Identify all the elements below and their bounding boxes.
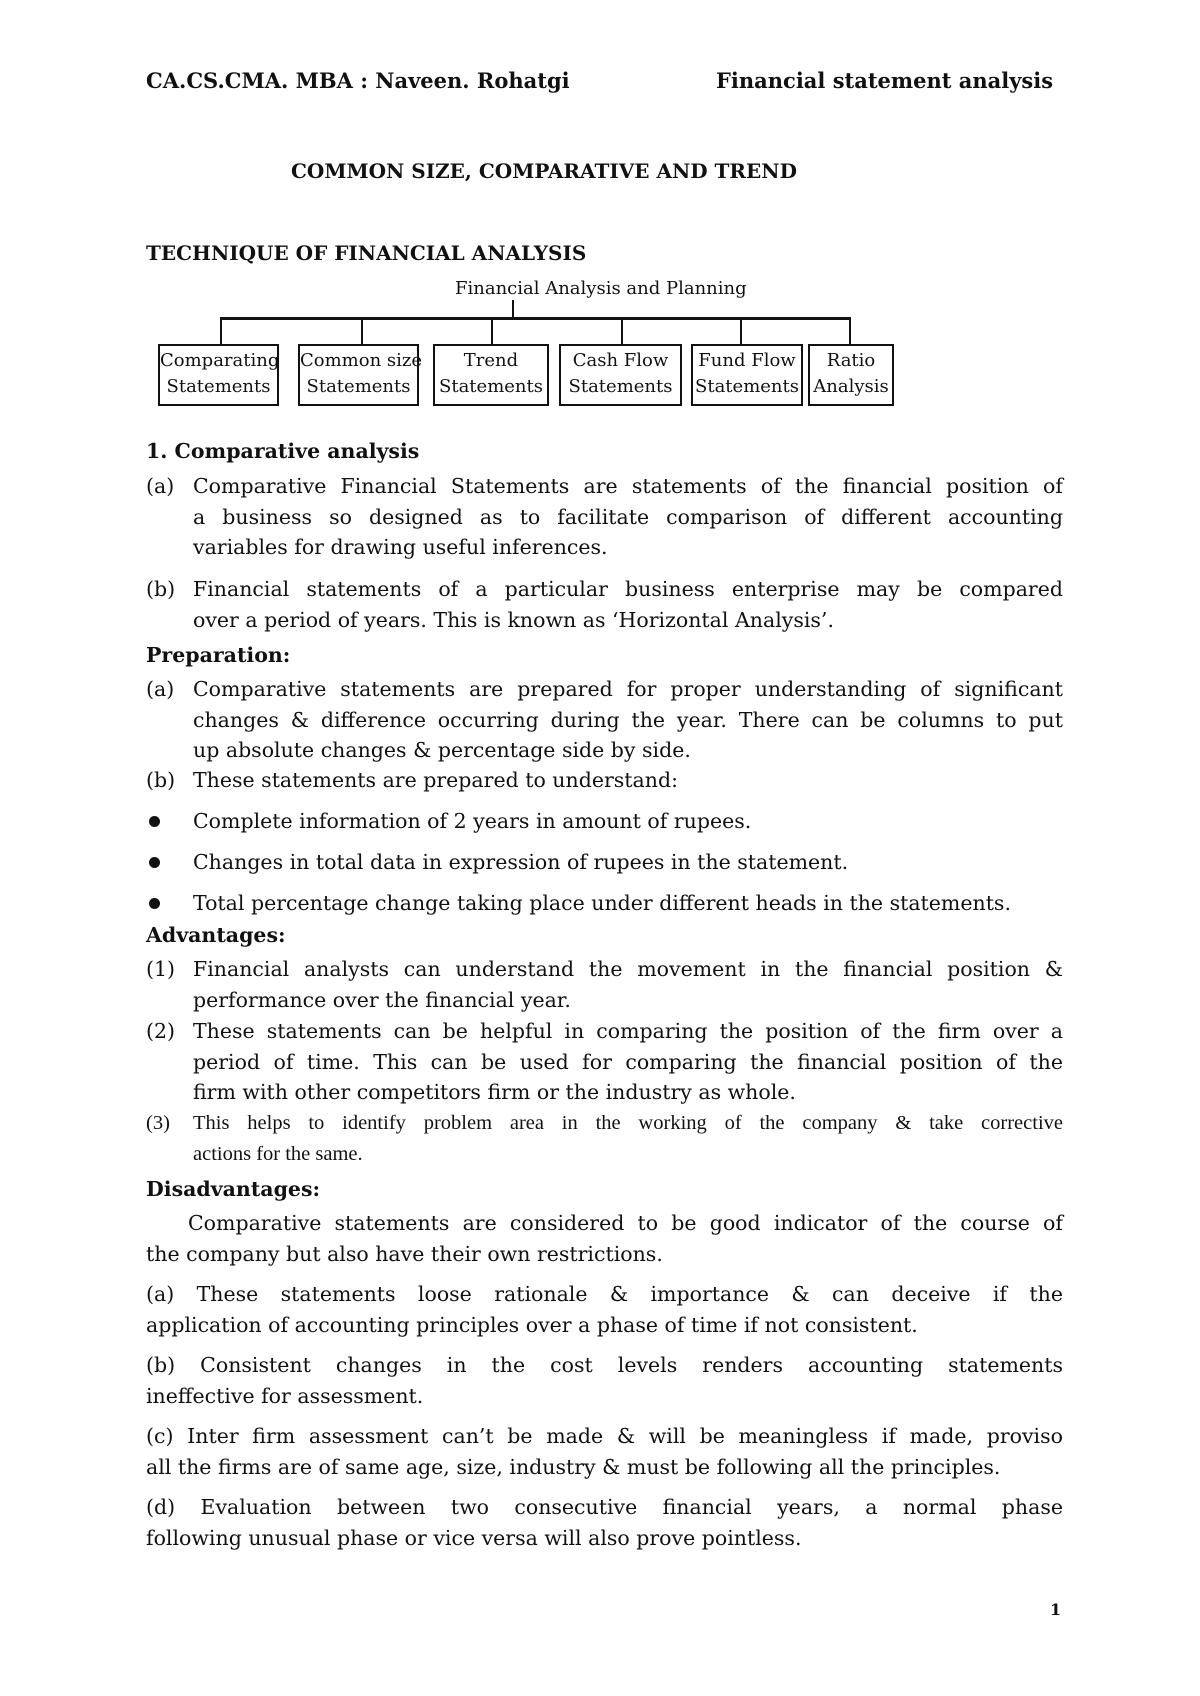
item-label: (3) <box>146 1112 170 1134</box>
item-label: (2) <box>146 1019 176 1043</box>
disadvantage-item-b <box>146 1350 1063 1411</box>
diagram-box-common-size <box>298 344 423 406</box>
text-line <box>146 1492 1063 1523</box>
text-line: Comparative Financial Statements are statements of the financial position of <box>193 474 1063 498</box>
comparative-item-a <box>193 471 1063 563</box>
diagram-box-cash-flow <box>559 344 682 406</box>
text-line <box>146 1350 1063 1381</box>
diagram-box-line1: Comparating <box>160 350 280 371</box>
diagram-box-line1: Cash Flow <box>572 350 669 371</box>
diagram-root-label: Financial Analysis and Planning <box>455 278 747 299</box>
text-line: up absolute changes & percentage side by side. <box>193 738 691 762</box>
advantage-item-3 <box>193 1108 1063 1169</box>
text-fragment: These statements loose rationale & importance & can deceive if the <box>196 1282 1063 1306</box>
text-line: These statements are prepared to understand: <box>193 768 678 792</box>
text-line: a business so designed as to facilitate comparison of different accounting <box>193 504 1063 529</box>
text-line: firm with other competitors firm or the industry as whole. <box>193 1080 796 1104</box>
diagram-box-line2: Statements <box>439 376 543 397</box>
preparation-item-b <box>193 765 1063 796</box>
comparative-heading: 1. Comparative analysis <box>146 439 420 463</box>
item-label: (a) <box>146 474 175 498</box>
diagram-horizontal-bar <box>220 317 851 320</box>
diagram-box-line2: Analysis <box>813 376 889 397</box>
text-line: the company but also have their own restrictions. <box>146 1241 663 1266</box>
header-author: CA.CS.CMA. MBA : Naveen. Rohatgi <box>146 68 570 93</box>
text-line: variables for drawing useful inferences. <box>193 535 608 559</box>
preparation-item-a <box>193 674 1063 766</box>
diagram-connector <box>740 317 742 344</box>
page-number: 1 <box>1050 1600 1062 1619</box>
page-title: COMMON SIZE, COMPARATIVE AND TREND <box>291 159 797 183</box>
item-label: (b) <box>146 768 176 792</box>
diagram-connector <box>220 317 222 344</box>
diagram-box-line1: Common size <box>300 350 423 371</box>
diagram-box-comparating <box>158 344 279 406</box>
diagram-connector <box>621 317 623 344</box>
comparative-item-b <box>193 574 1063 635</box>
bullet-icon <box>149 816 160 827</box>
text-line: period of time. This can be used for comparing the financial position of the <box>193 1049 1063 1074</box>
bullet-icon <box>149 857 160 868</box>
diagram-box-line2: Statements <box>306 376 411 397</box>
text-line: Financial analysts can understand the movement in the financial position & <box>193 957 1063 981</box>
item-label: (b) <box>146 577 176 601</box>
text-line: ineffective for assessment. <box>146 1383 424 1408</box>
item-label: (1) <box>146 957 176 981</box>
diagram-box-line1: Trend <box>463 350 519 371</box>
bullet-icon <box>149 898 160 909</box>
text-line: over a period of years. This is known as ‘Horizontal Analysis’. <box>193 607 834 632</box>
text-line: following unusual phase or vice versa will also prove pointless. <box>146 1525 802 1550</box>
text-fragment: Inter firm assessment can’t be made & will be meaningless if made, proviso <box>187 1424 1063 1448</box>
text-fragment: Evaluation between two consecutive financial years, a normal phase <box>200 1495 1063 1519</box>
section-title: TECHNIQUE OF FINANCIAL ANALYSIS <box>146 241 587 265</box>
diagram-box-trend <box>433 344 549 406</box>
disadvantage-item-a <box>146 1279 1063 1340</box>
disadvantage-item-d <box>146 1492 1063 1553</box>
text-line: changes & difference occurring during the year. There can be columns to put <box>193 707 1063 732</box>
text-line: These statements can be helpful in comparing the position of the firm over a <box>193 1019 1063 1043</box>
text-line: Financial statements of a particular business enterprise may be compared <box>193 577 1063 601</box>
advantage-item-1 <box>193 954 1063 1015</box>
preparation-heading: Preparation: <box>146 643 291 667</box>
bullet-item: Total percentage change taking place under different heads in the statements. <box>193 891 1011 915</box>
disadvantage-item-c <box>146 1421 1063 1482</box>
item-label: (a) <box>146 677 175 701</box>
text-line: Comparative statements are prepared for proper understanding of significant <box>193 677 1063 701</box>
text-fragment: Consistent changes in the cost levels renders accounting statements <box>200 1353 1063 1377</box>
text-line: This helps to identify problem area in the working of the company & take corrective <box>193 1112 1063 1134</box>
diagram-box-line2: Statements <box>695 376 799 397</box>
diagram-connector <box>491 317 493 344</box>
diagram-root-connector <box>512 300 514 318</box>
header-subject: Financial statement analysis <box>716 68 1054 93</box>
text-line: performance over the financial year. <box>193 987 571 1012</box>
text-line <box>146 1421 1063 1452</box>
diagram-box-line1: Fund Flow <box>698 350 796 371</box>
bullet-item: Complete information of 2 years in amount of rupees. <box>193 809 752 833</box>
diagram-box-ratio <box>808 344 894 406</box>
diagram-connector <box>361 317 363 344</box>
diagram-box-line2: Statements <box>568 376 673 397</box>
item-label: (a) <box>146 1282 175 1306</box>
bullet-item: Changes in total data in expression of rupees in the statement. <box>193 850 849 874</box>
item-label: (c) <box>146 1424 174 1448</box>
advantages-heading: Advantages: <box>146 923 286 947</box>
diagram-box-fund-flow <box>691 344 803 406</box>
diagram-box-line1: Ratio <box>826 350 876 371</box>
disadvantages-intro <box>146 1208 1063 1269</box>
item-label: (b) <box>146 1353 176 1377</box>
text-line: actions for the same. <box>193 1142 363 1165</box>
text-line: Comparative statements are considered to be good indicator of the course of <box>188 1211 1063 1235</box>
text-line <box>146 1279 1063 1310</box>
text-line: all the firms are of same age, size, industry & must be following all the principles. <box>146 1454 1001 1479</box>
text-line: application of accounting principles over a phase of time if not consistent. <box>146 1312 918 1337</box>
diagram-connector <box>849 317 851 344</box>
diagram-box-line2: Statements <box>166 376 271 397</box>
item-label: (d) <box>146 1495 176 1519</box>
disadvantages-heading: Disadvantages: <box>146 1177 321 1201</box>
advantage-item-2 <box>193 1016 1063 1108</box>
